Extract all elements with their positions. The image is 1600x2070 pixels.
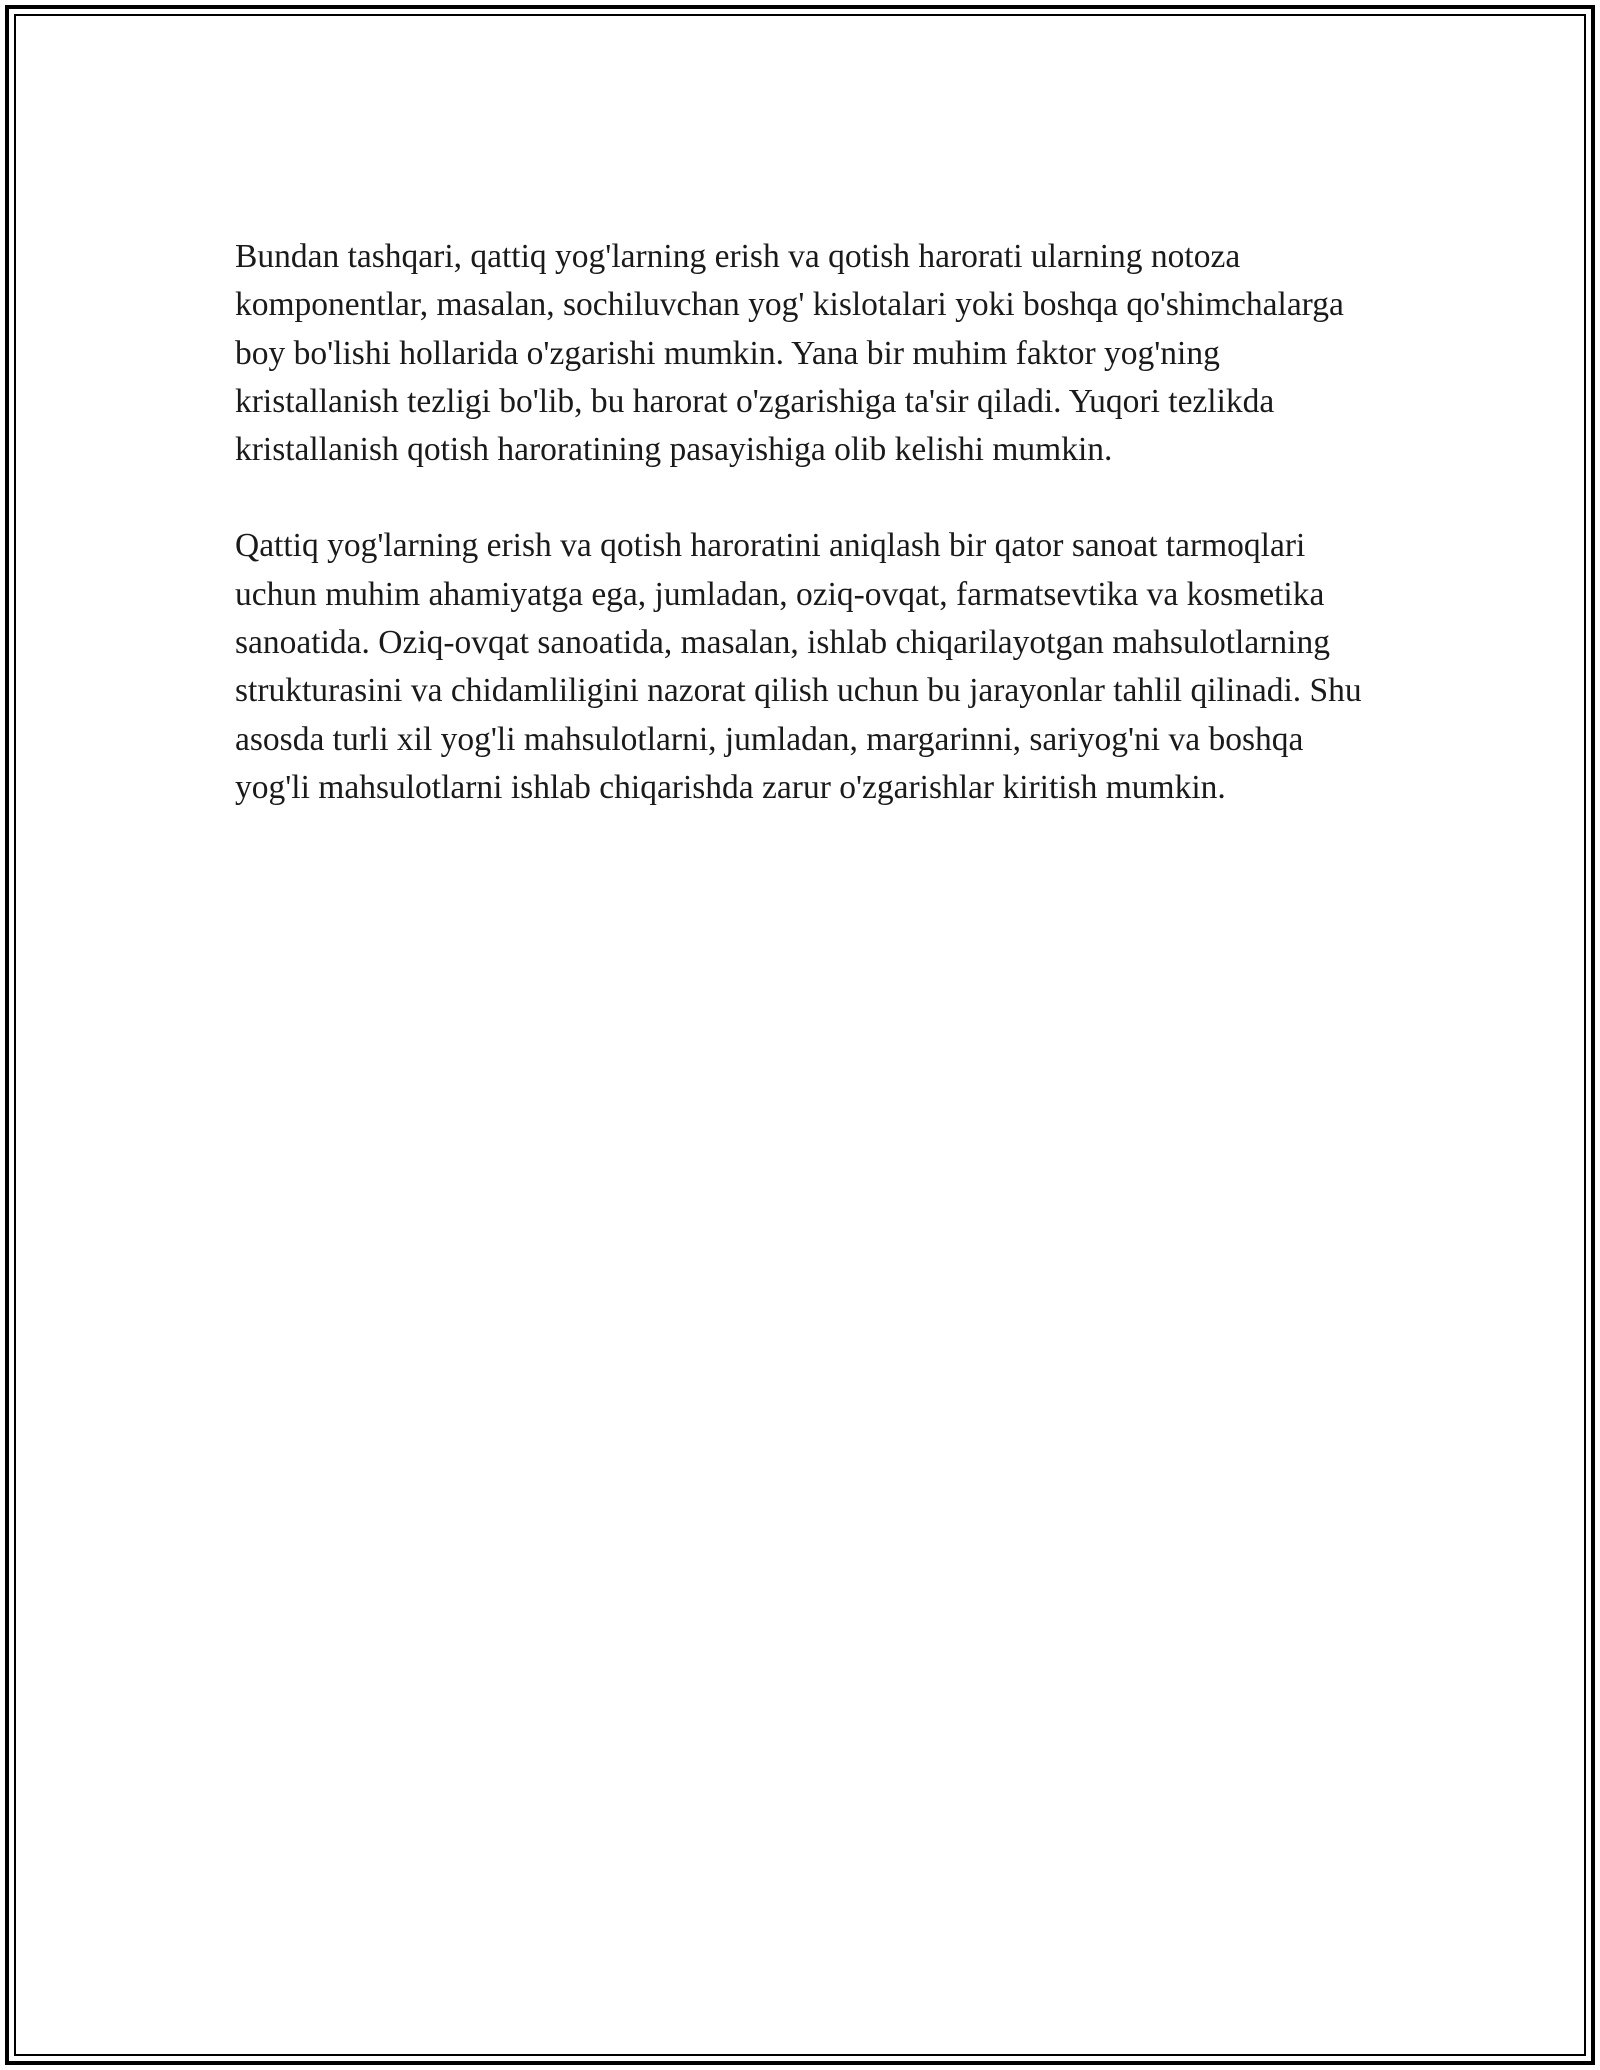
- paragraph-2: Qattiq yog'larning erish va qotish haroratini aniqlash bir qator sanoat tarmoqlari uchun muhim ahamiyatga ega, jumladan, oziq-ovqat, farmatsevtika va kosmetika sanoatida. Oziq-ovqat sanoatida, masalan, ishlab chiqarilayotgan mahsulotlarning strukturasini va chidamliligini nazorat qilish uchun bu jarayonlar tahlil qilinadi. Shu asosda turli xil yog'li mahsulotlarni, jumladan, margarinni, sariyog'ni va boshqa yog'li mahsulotlarni ishlab chiqarishda zarur o'zgarishlar kiritish mumkin.: [235, 527, 1362, 806]
- document-body: [235, 233, 1370, 860]
- paragraph-1: Bundan tashqari, qattiq yog'larning erish va qotish harorati ularning notoza komponentlar, masalan, sochiluvchan yog' kislotalari yoki boshqa qo'shimchalarga boy bo'lishi hollarida o'zgarishi mumkin. Yana bir muhim faktor yog'ning kristallanish tezligi bo'lib, bu harorat o'zgarishiga ta'sir qiladi. Yuqori tezlikda kristallanish qotish haroratining pasayishiga olib kelishi mumkin.: [235, 238, 1344, 469]
